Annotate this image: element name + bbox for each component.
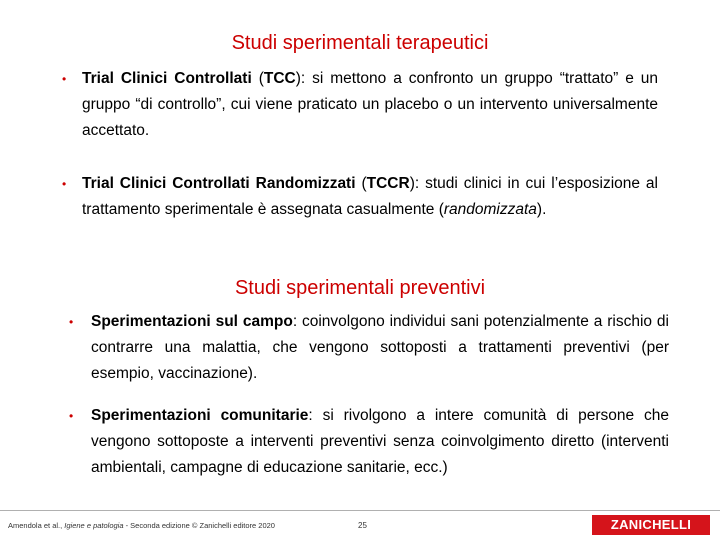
bullet-field-trials	[69, 309, 669, 387]
publisher-logo: ZANICHELLI	[592, 515, 710, 535]
text-segment: (	[355, 175, 367, 192]
term-bold: Sperimentazioni sul campo	[91, 313, 293, 330]
text-segment: ).	[536, 201, 547, 218]
bullet-dot: •	[69, 409, 74, 423]
bullet-dot: •	[69, 315, 74, 329]
bullet-tccr	[62, 171, 658, 223]
footer-book-title: Igiene e patologia	[64, 521, 124, 530]
bullet-dot: •	[62, 72, 67, 86]
footer-edition: - Seconda edizione © Zanichelli editore 2020	[123, 521, 275, 530]
footer-divider	[0, 510, 720, 511]
footer-citation	[8, 521, 275, 530]
bullet-tcc	[62, 66, 659, 144]
term-bold: Trial Clinici Controllati Randomizzati	[82, 175, 356, 192]
italic-term: randomizzata	[443, 201, 537, 218]
bullet-dot: •	[62, 177, 67, 191]
page-number: 25	[358, 521, 367, 530]
acronym: TCC	[263, 70, 296, 87]
footer-authors: Amendola et al.,	[8, 521, 65, 530]
definition-text: : coinvolgono individui sani potenzialmente a rischio di contrarre una malattia, che vengono sottoposti a trattamenti preventivi (per esempio, vaccinazione).	[91, 313, 669, 382]
acronym: TCCR	[366, 175, 410, 192]
definition-text: ): studi clinici in cui l’esposizione al trattamento sperimentale è assegnata casualmente (	[82, 175, 658, 218]
section-title-preventive: Studi sperimentali preventivi	[234, 277, 486, 299]
text-segment: (	[251, 70, 264, 87]
term-bold: Sperimentazioni comunitarie	[91, 407, 309, 424]
term-bold: Trial Clinici Controllati	[82, 70, 252, 87]
definition-text: : si rivolgono a intere comunità di persone che vengono sottoposte a interventi preventivi senza coinvolgimento diretto (interventi ambientali, campagne di educazione sanitarie, ecc.)	[91, 407, 669, 476]
definition-text: ): si mettono a confronto un gruppo “trattato” e un gruppo “di controllo”, cui viene praticato un placebo o un intervento universalmente accettato.	[82, 70, 659, 139]
bullet-community-trials	[69, 403, 669, 481]
section-title-therapeutic: Studi sperimentali terapeutici	[231, 32, 489, 54]
